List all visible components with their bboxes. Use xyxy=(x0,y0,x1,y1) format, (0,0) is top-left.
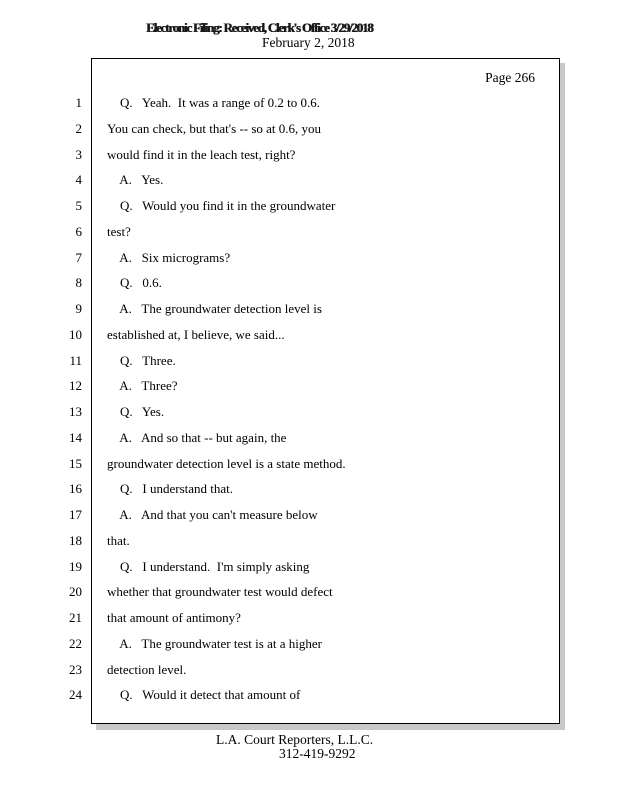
line-text: groundwater detection level is a state method. xyxy=(107,455,346,471)
line-number: 22 xyxy=(69,635,82,651)
line-text: established at, I believe, we said... xyxy=(107,326,285,342)
line-text: A. Yes. xyxy=(107,172,164,188)
line-text: Q. 0.6. xyxy=(107,275,162,291)
line-number: 10 xyxy=(69,326,82,342)
line-number: 16 xyxy=(69,481,82,497)
page-number: Page 266 xyxy=(485,70,535,85)
line-number: 12 xyxy=(69,378,82,394)
line-number: 6 xyxy=(75,223,82,239)
line-text: that amount of antimony? xyxy=(107,610,241,625)
header-date: February 2, 2018 xyxy=(262,35,355,50)
line-number: 4 xyxy=(75,172,82,188)
line-number: 11 xyxy=(69,352,82,368)
line-number: 1 xyxy=(75,95,82,110)
line-number: 19 xyxy=(69,558,82,574)
line-number: 3 xyxy=(75,146,82,162)
line-number: 20 xyxy=(69,584,82,600)
line-text: Q. Yeah. It was a range of 0.2 to 0.6. xyxy=(107,95,321,110)
filing-stamp: Electronic Filing: Received, Clerk's Office 3/29/2018 xyxy=(146,20,373,35)
line-text: test? xyxy=(107,223,131,239)
line-text: A. And that you can't measure below xyxy=(107,507,318,522)
line-number: 5 xyxy=(75,198,82,213)
line-number: 8 xyxy=(75,275,82,291)
line-number: 23 xyxy=(69,661,82,677)
line-text: Q. I understand. I'm simply asking xyxy=(107,558,310,574)
line-text: would find it in the leach test, right? xyxy=(107,146,296,162)
line-text: A. The groundwater detection level is xyxy=(107,301,322,316)
line-text: that. xyxy=(107,532,130,548)
line-text: A. Three? xyxy=(107,378,178,394)
line-text: Q. I understand that. xyxy=(107,481,234,497)
line-text: Q. Yes. xyxy=(107,404,165,419)
line-text: Q. Would you find it in the groundwater xyxy=(107,198,336,213)
line-number: 18 xyxy=(69,532,82,548)
line-text: detection level. xyxy=(107,661,187,677)
line-number: 2 xyxy=(75,120,82,136)
line-text: Q. Would it detect that amount of xyxy=(107,687,301,703)
line-text: whether that groundwater test would defect xyxy=(107,584,333,600)
line-number: 13 xyxy=(69,404,82,419)
line-number: 24 xyxy=(69,687,82,703)
line-number: 14 xyxy=(69,429,82,445)
line-text: Q. Three. xyxy=(107,352,176,368)
line-text: A. And so that -- but again, the xyxy=(107,429,287,445)
line-text: A. The groundwater test is at a higher xyxy=(107,635,322,651)
reporter-phone: 312-419-9292 xyxy=(279,746,356,761)
line-number: 21 xyxy=(69,610,82,625)
line-number: 17 xyxy=(69,507,82,522)
line-number: 7 xyxy=(75,249,82,265)
line-number: 15 xyxy=(69,455,82,471)
line-text: A. Six micrograms? xyxy=(107,249,231,265)
line-number: 9 xyxy=(75,301,82,316)
line-text: You can check, but that's -- so at 0.6, you xyxy=(107,120,322,136)
reporter-company: L.A. Court Reporters, L.L.C. xyxy=(216,732,374,747)
